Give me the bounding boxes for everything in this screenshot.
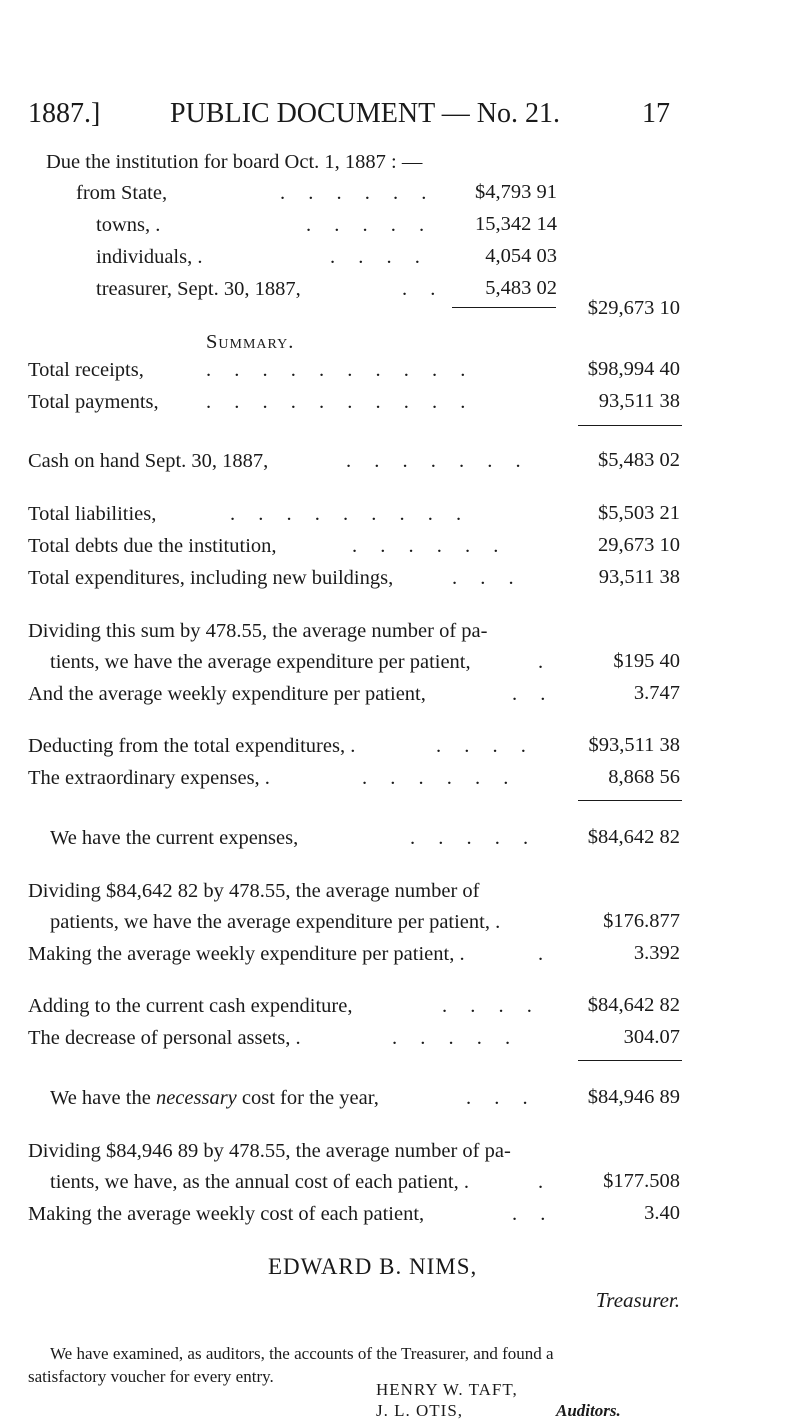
current-expenses-amount: $84,642 82 <box>587 826 680 848</box>
payments-dots: . . . . . . . . . . <box>206 391 475 413</box>
adding-amount2: 304.07 <box>623 1026 680 1048</box>
necessary-cost-amount: $84,946 89 <box>587 1086 680 1108</box>
current-expenses-dots: . . . . . <box>410 827 538 849</box>
adding-line1: Adding to the current cash expenditure, <box>28 995 353 1017</box>
deducting-amount2: 8,868 56 <box>608 766 680 788</box>
auditors-role: Auditors. <box>556 1401 621 1420</box>
deducting-amount1: $93,511 38 <box>588 734 680 756</box>
due-row-label: towns, . <box>96 214 161 236</box>
dividing1-line2-dots: . <box>538 651 544 673</box>
cash-amount: $5,483 02 <box>598 449 680 471</box>
adding-amount1: $84,642 82 <box>587 994 680 1016</box>
dividing3-line3: Making the average weekly cost of each patient, <box>28 1203 425 1225</box>
due-row-dots: . . . . <box>330 246 429 268</box>
debts-dots: . . . . . . <box>352 535 508 557</box>
dividing2-line3: Making the average weekly expenditure per patient, . <box>28 943 465 965</box>
dividing1-amount2: $195 40 <box>613 650 680 672</box>
cash-label: Cash on hand Sept. 30, 1887, <box>28 450 269 472</box>
header-title: PUBLIC DOCUMENT — No. 21. <box>170 98 560 129</box>
dividing1-line3: And the average weekly expenditure per patient, <box>28 683 426 705</box>
dividing1-amount3: 3.747 <box>633 682 680 704</box>
adding-line2-dots: . . . . . <box>392 1027 520 1049</box>
due-row-amount: 4,054 03 <box>485 245 557 267</box>
adding-line2: The decrease of personal assets, . <box>28 1027 301 1049</box>
expenditures-label: Total expenditures, including new buildings, <box>28 567 394 589</box>
deducting-line2-dots: . . . . . . <box>362 767 518 789</box>
receipts-label: Total receipts, <box>28 359 144 381</box>
adding-line1-dots: . . . . <box>442 995 541 1017</box>
dividing2-line3-dots: . <box>538 943 544 965</box>
due-row-amount: $4,793 91 <box>475 181 557 203</box>
dividing2-amount2: $176.877 <box>603 910 680 932</box>
dividing2-line2: patients, we have the average expenditure per patient, . <box>50 911 501 933</box>
due-heading: Due the institution for board Oct. 1, 1887 : — <box>46 151 423 173</box>
treasurer-role: Treasurer. <box>595 1288 680 1312</box>
dividing2-line1: Dividing $84,642 82 by 478.55, the average number of <box>28 880 480 902</box>
due-row-label: individuals, . <box>96 246 203 268</box>
payments-label: Total payments, <box>28 391 159 413</box>
summary-heading: Summary. <box>206 331 295 353</box>
necessary-cost-label <box>50 1086 379 1110</box>
necessary-cost-pre: We have the <box>50 1087 156 1109</box>
due-row-amount: 5,483 02 <box>485 277 557 299</box>
dividing1-line3-dots: . . <box>512 683 555 705</box>
dividing3-amount2: $177.508 <box>603 1170 680 1192</box>
liabilities-dots: . . . . . . . . . <box>230 503 471 525</box>
deducting-line1-dots: . . . . <box>436 735 535 757</box>
expenditures-amount: 93,511 38 <box>598 566 680 588</box>
dividing3-line2-dots: . <box>538 1171 544 1193</box>
due-total: $29,673 10 <box>587 297 680 319</box>
subtotal-rule <box>452 307 556 308</box>
receipts-dots: . . . . . . . . . . <box>206 359 475 381</box>
due-row-label: treasurer, Sept. 30, 1887, <box>96 278 301 300</box>
auditors-statement: We have examined, as auditors, the accounts of the Treasurer, and found a <box>50 1344 554 1363</box>
dividing3-line3-dots: . . <box>512 1203 555 1225</box>
page-number: 17 <box>642 98 670 129</box>
dividing3-line2: tients, we have, as the annual cost of each patient, . <box>50 1171 469 1193</box>
auditor-name-1: HENRY W. TAFT, <box>376 1380 518 1399</box>
due-row-dots: . . <box>402 278 445 300</box>
receipts-amount: $98,994 40 <box>587 358 680 380</box>
dividing2-amount3: 3.392 <box>633 942 680 964</box>
deducting-line2: The extraordinary expenses, . <box>28 767 270 789</box>
necessary-cost-post: cost for the year, <box>236 1087 379 1109</box>
treasurer-name: EDWARD B. NIMS, <box>268 1254 478 1279</box>
liabilities-amount: $5,503 21 <box>598 502 680 524</box>
necessary-cost-em: necessary <box>155 1087 237 1109</box>
debts-amount: 29,673 10 <box>598 534 680 556</box>
summary-rule <box>578 425 682 426</box>
payments-amount: 93,511 38 <box>598 390 680 412</box>
deducting-line1: Deducting from the total expenditures, . <box>28 735 356 757</box>
cash-dots: . . . . . . . <box>346 450 530 472</box>
dividing3-amount3: 3.40 <box>644 1202 680 1224</box>
auditor-name-2: J. L. OTIS, <box>376 1401 464 1420</box>
auditors-statement-2: satisfactory voucher for every entry. <box>28 1367 274 1386</box>
dividing3-line1: Dividing $84,946 89 by 478.55, the average number of pa- <box>28 1140 511 1162</box>
header-year: 1887.] <box>28 98 101 129</box>
due-row-dots: . . . . . <box>306 214 434 236</box>
due-row-dots: . . . . . . <box>280 182 436 204</box>
due-row-label: from State, <box>76 182 168 204</box>
liabilities-label: Total liabilities, <box>28 503 157 525</box>
necessary-cost-dots: . . . <box>466 1087 537 1109</box>
due-row-amount: 15,342 14 <box>475 213 557 235</box>
debts-label: Total debts due the institution, <box>28 535 277 557</box>
dividing1-line2: tients, we have the average expenditure per patient, <box>50 651 471 673</box>
adding-rule <box>578 1060 682 1061</box>
current-expenses-label: We have the current expenses, <box>50 827 299 849</box>
expenditures-dots: . . . <box>452 567 523 589</box>
deducting-rule <box>578 800 682 801</box>
dividing1-line1: Dividing this sum by 478.55, the average number of pa- <box>28 620 488 642</box>
